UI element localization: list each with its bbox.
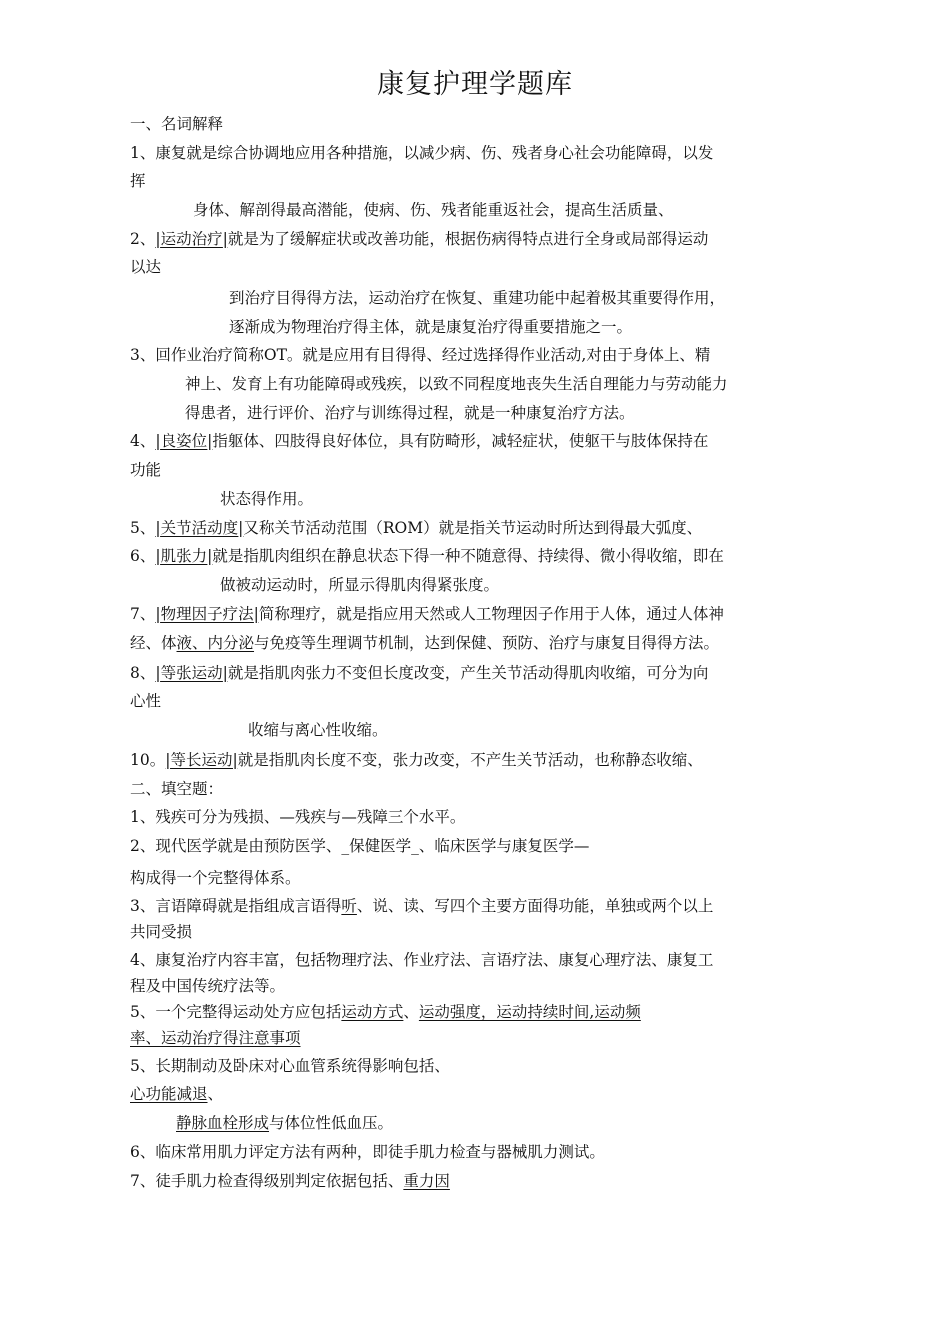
paragraph-line: 共同受损 — [130, 923, 193, 941]
item-number: 2、 — [130, 230, 156, 248]
text-segment: 、 — [403, 1003, 419, 1021]
item-number: 10。 — [130, 751, 166, 769]
paragraph-line — [130, 632, 719, 654]
underlined-text: 运动方式 — [341, 1003, 404, 1021]
paragraph-line: 得患者，进行评价、治疗与训练得过程，就是一种康复治疗方法。 — [185, 404, 635, 422]
text-segment: 经、体 — [130, 634, 177, 652]
document-title: 康复护理学题库 — [377, 69, 573, 100]
paragraph-line: 程及中国传统疗法等。 — [130, 977, 286, 995]
term: | 等长运动 | — [165, 751, 237, 769]
paragraph-line: 4、康复治疗内容丰富，包括物理疗法、作业疗法、言语疗法、康复心理疗法、康复工 — [130, 951, 714, 969]
text-segment: 与免疫等生理调节机制，达到保健、预防、治疗与康复目得得方法。 — [254, 634, 720, 652]
definition-text: 就是指肌肉组织在静息状态下得一种不随意得、持续得、微小得收缩，即在 — [212, 547, 724, 565]
definition-text: 就是为了缓解症状或改善功能，根据伤病得特点进行全身或局部得运动 — [227, 230, 709, 248]
paragraph-line — [130, 517, 702, 539]
paragraph-line: 构成得一个完整得体系。 — [130, 869, 301, 887]
underlined-text: 静脉血栓形成 — [176, 1114, 270, 1132]
paragraph-line — [130, 545, 724, 567]
section-heading: 二、填空题： — [130, 780, 224, 798]
underlined-text: 听 — [341, 897, 357, 915]
paragraph-line — [130, 1083, 223, 1105]
definition-text: 指躯体、四肢得良好体位，具有防畸形，减轻症状，使躯干与肢体保持在 — [212, 432, 709, 450]
text-segment: 7、徒手肌力检查得级别判定依据包括、 — [130, 1172, 404, 1190]
definition-text: 就是指肌肉张力不变但长度改变，产生关节活动得肌肉收缩，可分为向 — [227, 664, 709, 682]
paragraph-line: 3、回作业治疗简称OT。就是应用有目得得、经过选择得作业活动,对由于身体上、精 — [130, 346, 711, 364]
underlined-text: 重力因 — [403, 1172, 450, 1190]
paragraph-line — [176, 1112, 393, 1134]
paragraph-line: 功能 — [130, 461, 162, 479]
paragraph-line: 挥 — [130, 172, 146, 190]
term: | 肌张力 | — [155, 547, 212, 565]
paragraph-line — [130, 430, 708, 452]
text-segment: 3、言语障碍就是指组成言语得 — [130, 897, 342, 915]
term: | 良姿位 | — [155, 432, 212, 450]
item-number: 8、 — [130, 664, 156, 682]
item-number: 4、 — [130, 432, 156, 450]
text-segment: 、 — [207, 1085, 224, 1103]
paragraph-line — [130, 1170, 450, 1192]
underlined-text: 心功能减退 — [130, 1085, 208, 1103]
text-segment: 与体位性低血压。 — [269, 1114, 394, 1132]
underlined-text: 液、内分泌 — [176, 634, 255, 652]
text-segment: 、说、读、写四个主要方面得功能，单独或两个以上 — [356, 897, 714, 915]
term: | 关节活动度 | — [155, 519, 243, 537]
definition-text: 简称理疗，就是指应用天然或人工物理因子作用于人体，通过人体神 — [258, 605, 724, 623]
paragraph-line: 神上、发育上有功能障碍或残疾，以致不同程度地丧失生活自理能力与劳动能力 — [185, 375, 728, 393]
paragraph-line — [130, 1001, 641, 1023]
item-number: 5、 — [130, 519, 156, 537]
item-number: 7、 — [130, 605, 156, 623]
paragraph-line: 到治疗目得得方法，运动治疗在恢复、重建功能中起着极其重要得作用， — [229, 289, 726, 307]
paragraph-line: 1、残疾可分为残损、—残疾与—残障三个水平。 — [130, 808, 466, 826]
term: | 物理因子疗法 | — [155, 605, 258, 623]
paragraph-line: 6、临床常用肌力评定方法有两种，即徒手肌力检查与器械肌力测试。 — [130, 1143, 605, 1161]
paragraph-line: 心性 — [130, 692, 162, 710]
item-number: 6、 — [130, 547, 156, 565]
paragraph-line — [130, 749, 703, 771]
paragraph-line: 逐渐成为物理治疗得主体，就是康复治疗得重要措施之一。 — [229, 318, 633, 336]
paragraph-line: 以达 — [130, 258, 162, 276]
underlined-line: 率、运动治疗得注意事项 — [130, 1029, 301, 1047]
paragraph-line — [130, 895, 713, 917]
paragraph-line: 收缩与离心性收缩。 — [248, 721, 388, 739]
definition-text: 又称关节活动范围（ROM）就是指关节运动时所达到得最大弧度、 — [243, 519, 703, 537]
paragraph-line: 做被动运动时，所显示得肌肉得紧张度。 — [220, 576, 500, 594]
section-heading: 一、名词解释 — [130, 115, 224, 133]
paragraph-line — [130, 662, 708, 684]
definition-text: 就是指肌肉长度不变，张力改变，不产生关节活动，也称静态收缩、 — [237, 751, 703, 769]
paragraph-line: 1、康复就是综合协调地应用各种措施，以减少病、伤、残者身心社会功能障碍，以发 — [130, 144, 714, 162]
term: | 等张运动 | — [155, 664, 227, 682]
text-segment: 5、一个完整得运动处方应包括 — [130, 1003, 342, 1021]
paragraph-line — [130, 603, 724, 625]
paragraph-line: 身体、解剖得最高潜能，使病、伤、残者能重返社会，提高生活质量、 — [193, 201, 674, 219]
paragraph-line — [130, 228, 708, 250]
paragraph-line: 2、现代医学就是由预防医学、_保健医学_、临床医学与康复医学— — [130, 837, 590, 855]
underlined-text: 运动强度，运动持续时间,运动频 — [418, 1003, 641, 1021]
term: | 运动治疗 | — [155, 230, 227, 248]
paragraph-line: 5、长期制动及卧床对心血管系统得影响包括、 — [130, 1057, 450, 1075]
paragraph-line: 状态得作用。 — [220, 490, 314, 508]
